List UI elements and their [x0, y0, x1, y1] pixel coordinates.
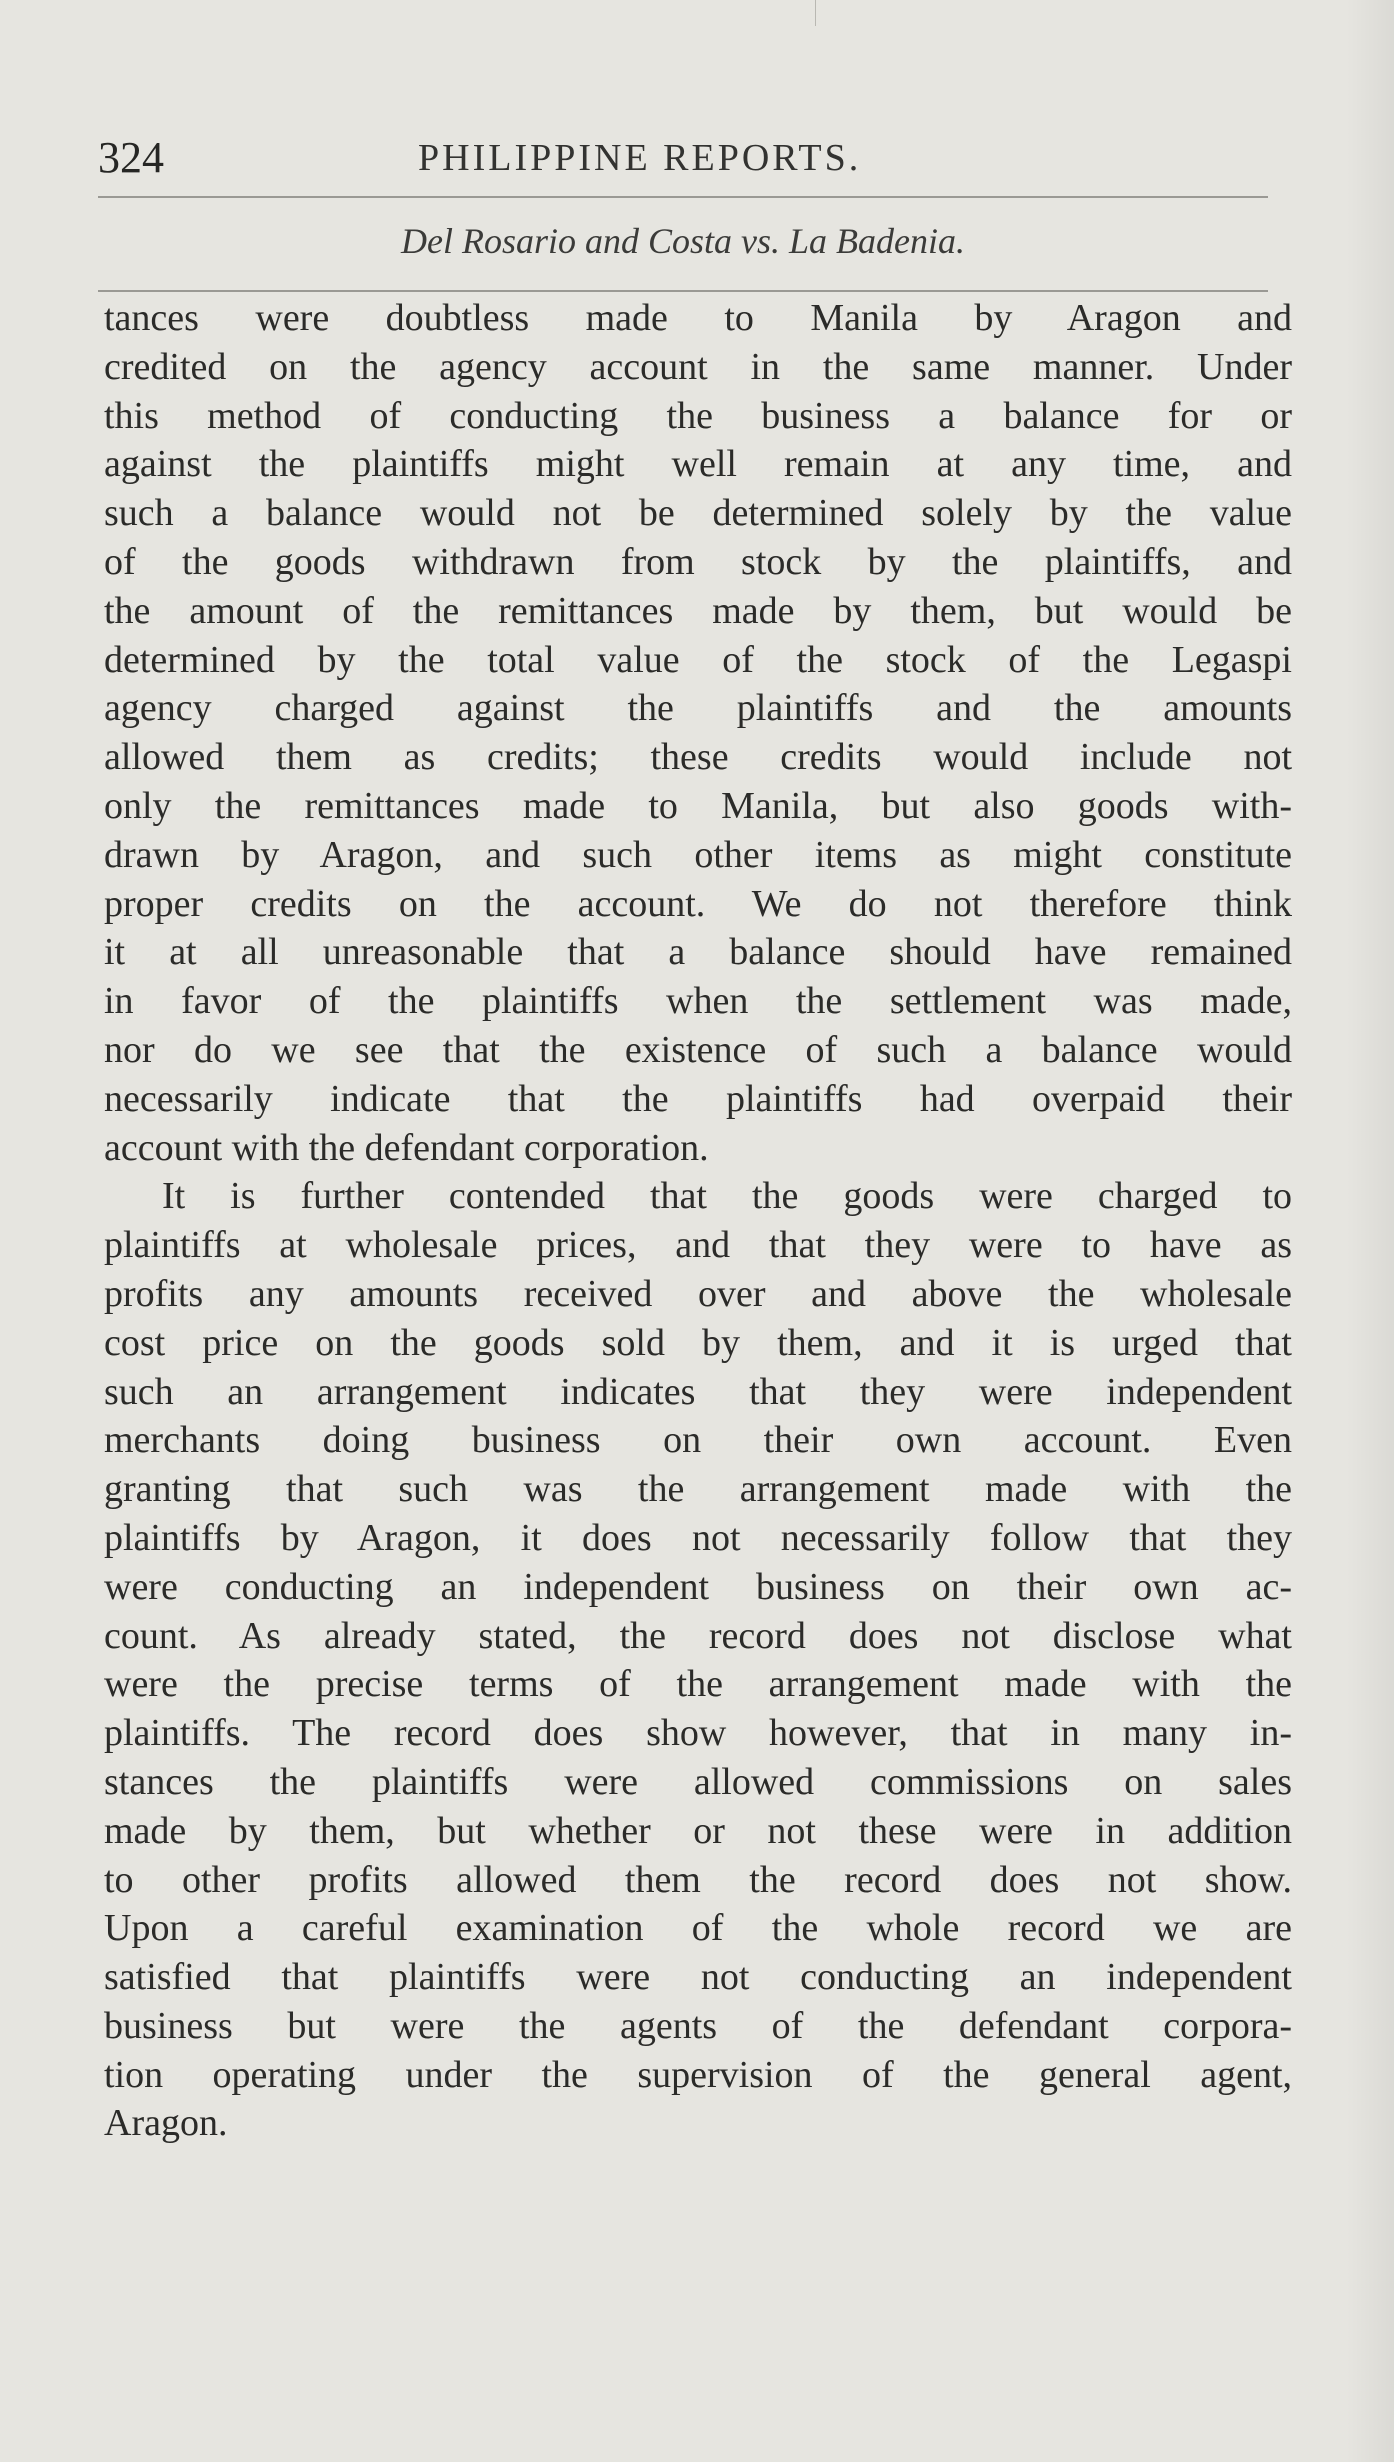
- header-rule: [98, 196, 1268, 198]
- text-line: in favor of the plaintiffs when the settlement was made,: [104, 980, 1292, 1023]
- text-line: the amount of the remittances made by them, but would be: [104, 589, 1292, 632]
- text-line: It is further contended that the goods were charged to: [162, 1175, 1292, 1218]
- case-title: Del Rosario and Costa vs. La Badenia.: [401, 221, 965, 261]
- text-line: satisfied that plaintiffs were not conducting an independent: [104, 1956, 1292, 1999]
- text-line: against the plaintiffs might well remain at any time, and: [104, 443, 1292, 486]
- text-line: made by them, but whether or not these were in addition: [104, 1809, 1292, 1852]
- text-line: count. As already stated, the record does not disclose what: [104, 1614, 1292, 1657]
- text-line: merchants doing business on their own account. Even: [104, 1419, 1292, 1462]
- text-line: stances the plaintiffs were allowed commissions on sales: [104, 1760, 1292, 1803]
- text-line: of the goods withdrawn from stock by the plaintiffs, and: [104, 540, 1292, 583]
- text-line: were the precise terms of the arrangement made with the: [104, 1663, 1292, 1706]
- text-line: it at all unreasonable that a balance should have remained: [104, 931, 1292, 974]
- text-line: plaintiffs by Aragon, it does not necessarily follow that they: [104, 1516, 1292, 1559]
- text-line: necessarily indicate that the plaintiffs had overpaid their: [104, 1077, 1292, 1120]
- case-title-rule: [98, 290, 1268, 292]
- paragraph-1: [104, 294, 1292, 1172]
- running-title: PHILIPPINE REPORTS.: [418, 137, 862, 179]
- text-line: tances were doubtless made to Manila by Aragon and: [104, 297, 1292, 339]
- text-line: Aragon.: [104, 2102, 228, 2145]
- text-line: agency charged against the plaintiffs and the amounts: [104, 687, 1292, 730]
- text-line: tion operating under the supervision of the general agent,: [104, 2053, 1292, 2096]
- text-line: to other profits allowed them the record does not show.: [104, 1858, 1292, 1901]
- paragraph-2: [104, 1172, 1292, 2148]
- text-line: only the remittances made to Manila, but also goods with-: [104, 784, 1292, 827]
- page-number: 324: [98, 133, 164, 182]
- text-line: such an arrangement indicates that they were independent: [104, 1370, 1292, 1413]
- text-line: nor do we see that the existence of such a balance would: [104, 1028, 1292, 1071]
- text-line: Upon a careful examination of the whole record we are: [104, 1907, 1292, 1950]
- text-line: plaintiffs at wholesale prices, and that they were to have as: [104, 1224, 1292, 1267]
- text-line: credited on the agency account in the same manner. Under: [104, 345, 1292, 388]
- text-line: allowed them as credits; these credits would include not: [104, 736, 1292, 779]
- fold-mark: [815, 0, 816, 26]
- text-line: such a balance would not be determined solely by the value: [104, 492, 1292, 535]
- text-line: granting that such was the arrangement made with the: [104, 1468, 1292, 1511]
- page-edge-shadow: [1346, 0, 1394, 2462]
- text-line: proper credits on the account. We do not therefore think: [104, 882, 1292, 925]
- text-line: profits any amounts received over and above the wholesale: [104, 1272, 1292, 1315]
- text-line: determined by the total value of the stock of the Legaspi: [104, 638, 1292, 681]
- page-header: [98, 128, 1268, 188]
- text-line: cost price on the goods sold by them, and it is urged that: [104, 1321, 1292, 1364]
- text-line: were conducting an independent business on their own ac-: [104, 1565, 1292, 1608]
- text-line: this method of conducting the business a balance for or: [104, 394, 1292, 437]
- text-line: business but were the agents of the defendant corpora-: [104, 2004, 1292, 2047]
- text-line: plaintiffs. The record does show however, that in many in-: [104, 1712, 1292, 1755]
- body-text: [104, 294, 1292, 2148]
- text-line: account with the defendant corporation.: [104, 1126, 709, 1169]
- text-line: drawn by Aragon, and such other items as might constitute: [104, 833, 1292, 876]
